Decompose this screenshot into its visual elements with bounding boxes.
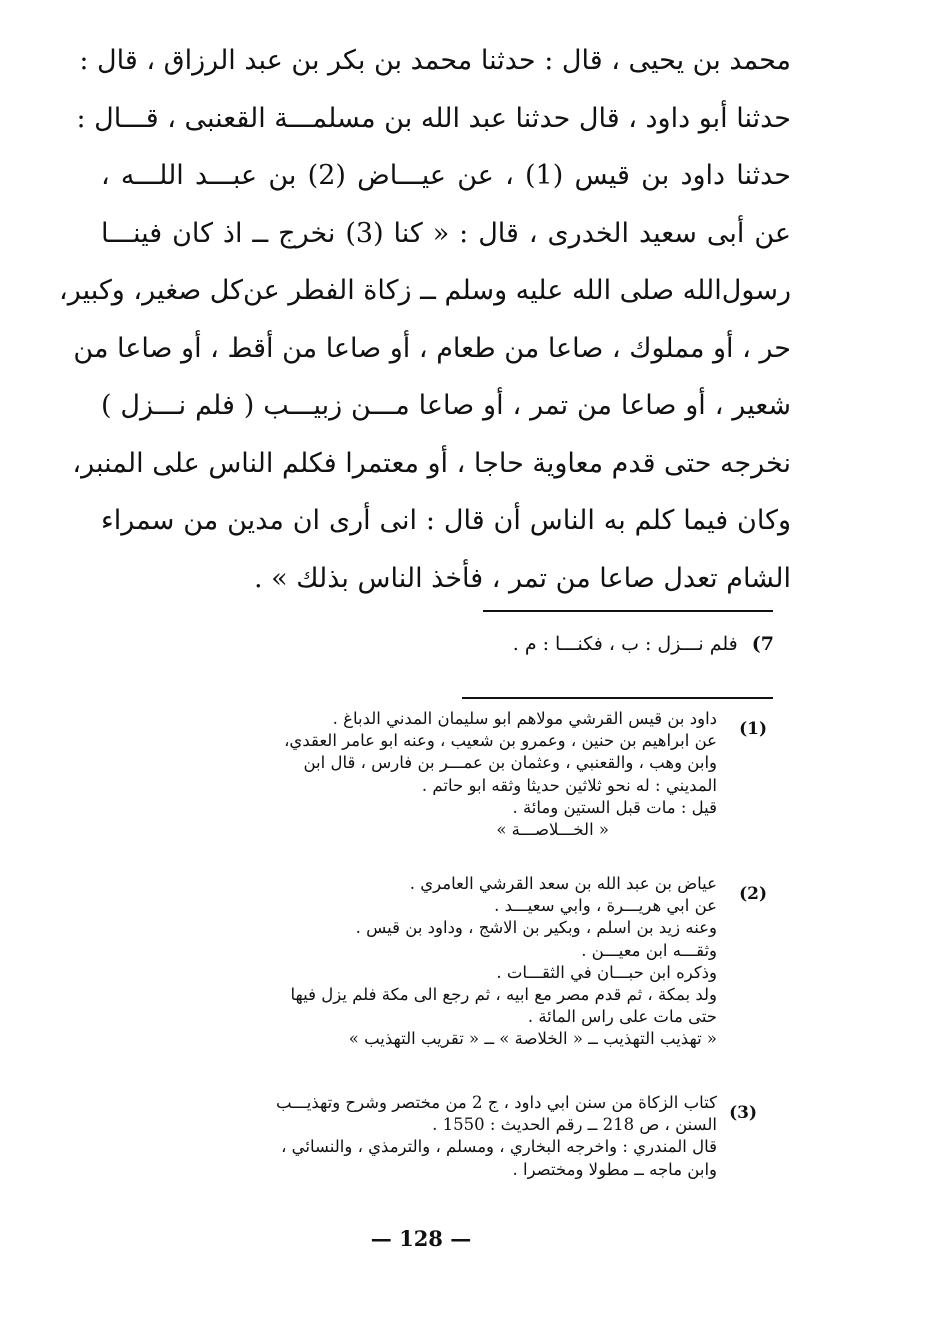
footnote-number: (1): [739, 719, 767, 739]
main-text-line: نخرجه حتى قدم معاوية حاجا ، أو معتمرا فكلم الناس على المنبر،: [72, 447, 791, 479]
main-text-line: وكان فيما كلم به الناس أن قال : انى أرى ان مدين من سمراء: [101, 505, 791, 536]
main-text-block: [59, 32, 791, 607]
footnote-line: وعنه زيد بن اسلم ، وبكير بن الاشج ، وداود بن قيس .: [355, 918, 717, 938]
footnote-line: قيل : مات قبل الستين ومائة .: [512, 797, 717, 817]
footnote-divider-top: [483, 610, 773, 612]
main-text-line: شعير ، أو صاعا من تمر ، أو صاعا مـــن زبيـــب ( فلم نـــزل ): [101, 390, 791, 421]
footnote-3: [79, 1092, 779, 1181]
variant-note-number: 7): [751, 633, 774, 655]
main-text-line: رسول‌الله صلى الله عليه وسلم ــ زكاة الفطر عن‌كل صغير، وكبير،: [59, 275, 791, 306]
footnote-line: « الخـــلاصـــة »: [496, 819, 609, 839]
main-text-line: حر ، أو مملوك ، صاعا من طعام ، أو صاعا من أقط ، أو صاعا من: [73, 332, 791, 364]
variant-note: [454, 628, 774, 660]
footnote-line: وثقـــه ابن معيـــن .: [581, 940, 717, 960]
footnote-line: وذكره ابن حبـــان في الثقـــات .: [496, 962, 717, 982]
main-text-line: محمد بن يحيى ، قال : حدثنا محمد بن بكر بن عبد الرزاق ، قال :: [79, 45, 791, 76]
footnote-line: المديني : له نحو ثلاثين حديثا وثقه ابو حاتم .: [421, 775, 717, 795]
footnote-line: وابن ماجه ــ مطولا ومختصرا .: [512, 1159, 717, 1179]
footnote-line: ولد بمكة ، ثم قدم مصر مع ابيه ، ثم رجع الى مكة فلم يزل فيها: [290, 984, 717, 1004]
footnote-line: حتى مات على راس المائة .: [527, 1007, 717, 1027]
main-text-line: حدثنا أبو داود ، قال حدثنا عبد الله بن مسلمـــة القعنبى ، قـــال :: [76, 102, 791, 134]
footnote-line: « تهذيب التهذيب ــ « الخلاصة » ــ « تقريب التهذيب »: [348, 1029, 717, 1049]
footnote-line: السنن ، ص 218 ــ رقم الحديث : 1550 .: [432, 1115, 717, 1135]
footnote-line: وابن وهب ، والقعنبي ، وعثمان بن عمـــر بن فارس ، قال ابن: [303, 753, 717, 773]
footnote-number: (3): [729, 1103, 757, 1123]
variant-note-text: فلم نـــزل : ب ، فكنـــا : م .: [512, 633, 738, 655]
footnote-2: [79, 873, 779, 1051]
footnote-divider-bottom: [462, 697, 773, 699]
footnote-line: داود بن قيس القرشي مولاهم ابو سليمان المدني الدباغ .: [332, 709, 717, 728]
footnote-1: [79, 708, 779, 841]
footnote-line: كتاب الزكاة من سنن ابي داود ، ج 2 من مختصر وشرح وتهذيـــب: [276, 1093, 717, 1112]
main-text-line: الشام تعدل صاعا من تمر ، فأخذ الناس بذلك » .: [254, 562, 791, 594]
page-number: — 128 —: [370, 1226, 472, 1251]
main-text-line: حدثنا داود بن قيس (1) ، عن عيـــاض (2) بن عبـــد اللـــه ،: [101, 160, 791, 191]
footnote-number: (2): [739, 884, 767, 904]
footnote-line: عن ابي هريـــرة ، وابي سعيـــد .: [494, 896, 717, 916]
main-text-line: عن أبى سعيد الخدرى ، قال : « كنا (3) نخرج ــ اذ كان فينـــا: [101, 217, 791, 249]
footnote-line: عياض بن عبد الله بن سعد القرشي العامري .: [409, 874, 717, 893]
footnote-line: قال المندري : واخرجه البخاري ، ومسلم ، والترمذي ، والنسائي ،: [281, 1137, 717, 1157]
footnote-line: عن ابراهيم بن حنين ، وعمرو بن شعيب ، وعنه ابو عامر العقدي،: [284, 731, 717, 751]
